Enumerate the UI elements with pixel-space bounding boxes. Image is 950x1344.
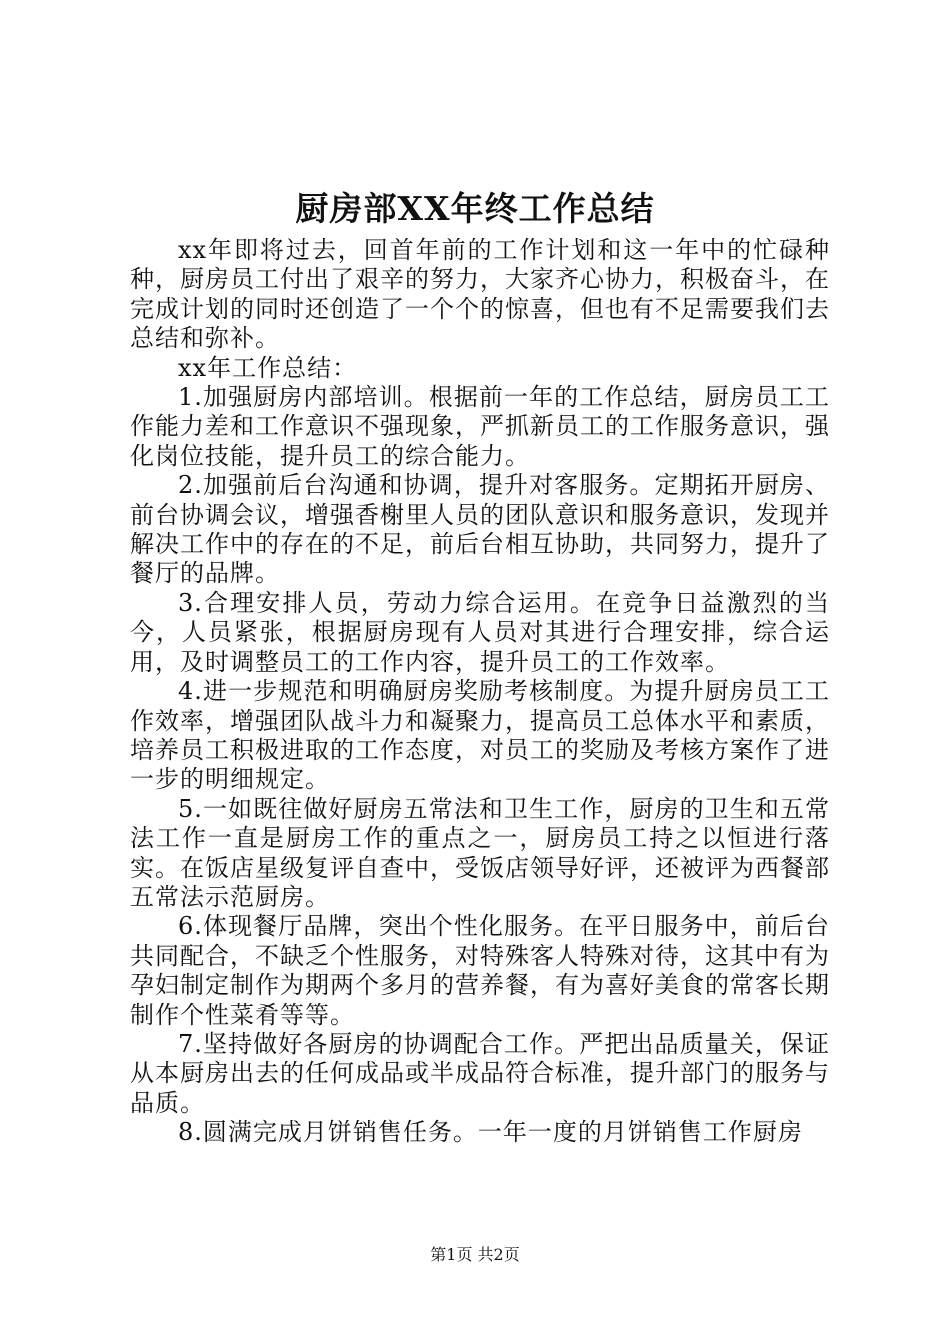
paragraph-item-6: 6.体现餐厅品牌，突出个性化服务。在平日服务中，前后台共同配合，不缺乏个性服务，对特殊客人特殊对待，这其中有为孕妇制定制作为期两个多月的营养餐，有为喜好美食的常客长期制作个性菜肴等等。 [130,912,830,1029]
page-indicator: 第1页 共2页 [430,1245,520,1264]
paragraph-item-3: 3.合理安排人员，劳动力综合运用。在竞争日益激烈的当今，人员紧张，根据厨房现有人员对其进行合理安排，综合运用，及时调整员工的工作内容，提升员工的工作效率。 [130,588,830,676]
paragraph-intro: xx年即将过去，回首年前的工作计划和这一年中的忙碌种种，厨房员工付出了艰辛的努力，大家齐心协力，积极奋斗，在完成计划的同时还创造了一个个的惊喜，但也有不足需要我们去总结和弥补。 [130,236,830,353]
paragraph-item-5: 5.一如既往做好厨房五常法和卫生工作，厨房的卫生和五常法工作一直是厨房工作的重点之一，厨房员工持之以恒进行落实。在饭店星级复评自查中，受饭店领导好评，还被评为西餐部五常法示范厨房。 [130,794,830,911]
paragraph-item-1: 1.加强厨房内部培训。根据前一年的工作总结，厨房员工工作能力差和工作意识不强现象，严抓新员工的工作服务意识，强化岗位技能，提升员工的综合能力。 [130,383,830,470]
document-body [130,236,830,1148]
paragraph-item-7: 7.坚持做好各厨房的协调配合工作。严把出品质量关，保证从本厨房出去的任何成品或半成品符合标准，提升部门的服务与品质。 [130,1029,830,1117]
document-title: 厨房部XX年终工作总结 [295,189,655,228]
paragraph-summary-heading: xx年工作总结： [178,353,358,382]
paragraph-item-8: 8.圆满完成月饼销售任务。一年一度的月饼销售工作厨房 [178,1118,803,1147]
paragraph-item-4: 4.进一步规范和明确厨房奖励考核制度。为提升厨房员工工作效率，增强团队战斗力和凝聚力，提高员工总体水平和素质，培养员工积极进取的工作态度，对员工的奖励及考核方案作了进一步的明细规定。 [130,677,830,794]
paragraph-item-2: 2.加强前后台沟通和协调，提升对客服务。定期拓开厨房、前台协调会议，增强香榭里人员的团队意识和服务意识，发现并解决工作中的存在的不足，前后台相互协助，共同努力，提升了餐厅的品牌。 [130,471,830,588]
page-footer [0,1244,950,1266]
